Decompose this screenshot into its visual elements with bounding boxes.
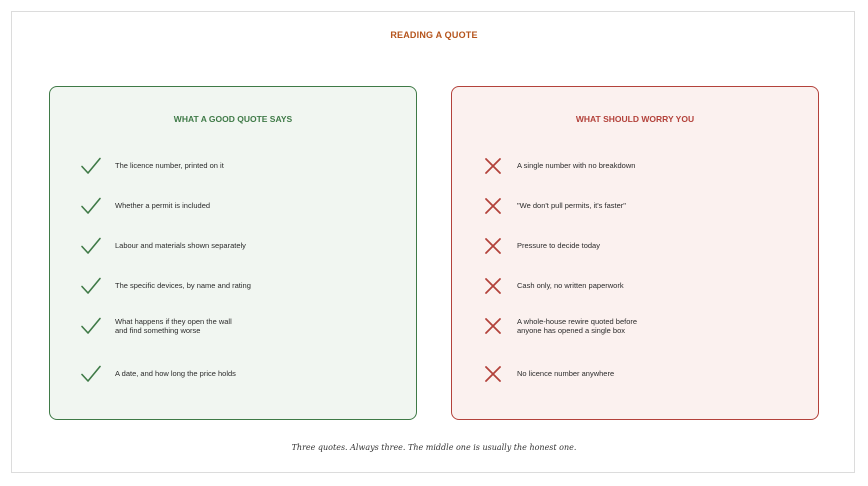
cross-icon xyxy=(482,155,504,177)
bad-list-item xyxy=(482,363,802,385)
good-list-item xyxy=(80,155,400,177)
bad-item-text: No licence number anywhere xyxy=(517,369,615,379)
cross-icon xyxy=(482,315,504,337)
bad-list-item xyxy=(482,275,802,297)
good-list-item xyxy=(80,315,400,337)
bad-item-text: A single number with no breakdown xyxy=(517,161,636,171)
checkmark-icon xyxy=(80,275,102,297)
good-list-item xyxy=(80,195,400,217)
bad-item-text: Pressure to decide today xyxy=(517,241,600,251)
bad-list-item xyxy=(482,235,802,257)
bad-list-item xyxy=(482,195,802,217)
good-panel-title: WHAT A GOOD QUOTE SAYS xyxy=(173,114,293,124)
cross-icon xyxy=(482,275,504,297)
good-list-item xyxy=(80,235,400,257)
good-item-text: Whether a permit is included xyxy=(115,201,211,211)
cross-icon xyxy=(482,195,504,217)
bad-list-item xyxy=(482,155,802,177)
checkmark-icon xyxy=(80,155,102,177)
bad-item-text: A whole-house rewire quoted before anyone has opened a single box xyxy=(517,316,638,335)
good-list-item xyxy=(80,275,400,297)
good-item-text: The licence number, printed on it xyxy=(115,161,224,171)
checkmark-icon xyxy=(80,235,102,257)
good-item-text: Labour and materials shown separately xyxy=(115,241,246,251)
page-title: READING A QUOTE xyxy=(390,30,478,40)
good-item-text: A date, and how long the price holds xyxy=(115,369,236,379)
cross-icon xyxy=(482,235,504,257)
bad-item-text: Cash only, no written paperwork xyxy=(517,281,624,291)
good-item-text: What happens if they open the wall and find something worse xyxy=(115,316,232,335)
good-quote-panel xyxy=(49,86,417,420)
checkmark-icon xyxy=(80,363,102,385)
good-item-text: The specific devices, by name and rating xyxy=(115,281,251,291)
bad-list-item xyxy=(482,315,802,337)
bad-item-text: "We don't pull permits, it's faster" xyxy=(517,201,626,211)
checkmark-icon xyxy=(80,315,102,337)
good-list-item xyxy=(80,363,400,385)
worry-panel xyxy=(451,86,819,420)
bad-panel-title: WHAT SHOULD WORRY YOU xyxy=(575,114,695,124)
footer-note: Three quotes. Always three. The middle one is usually the honest one. xyxy=(291,443,577,452)
cross-icon xyxy=(482,363,504,385)
checkmark-icon xyxy=(80,195,102,217)
